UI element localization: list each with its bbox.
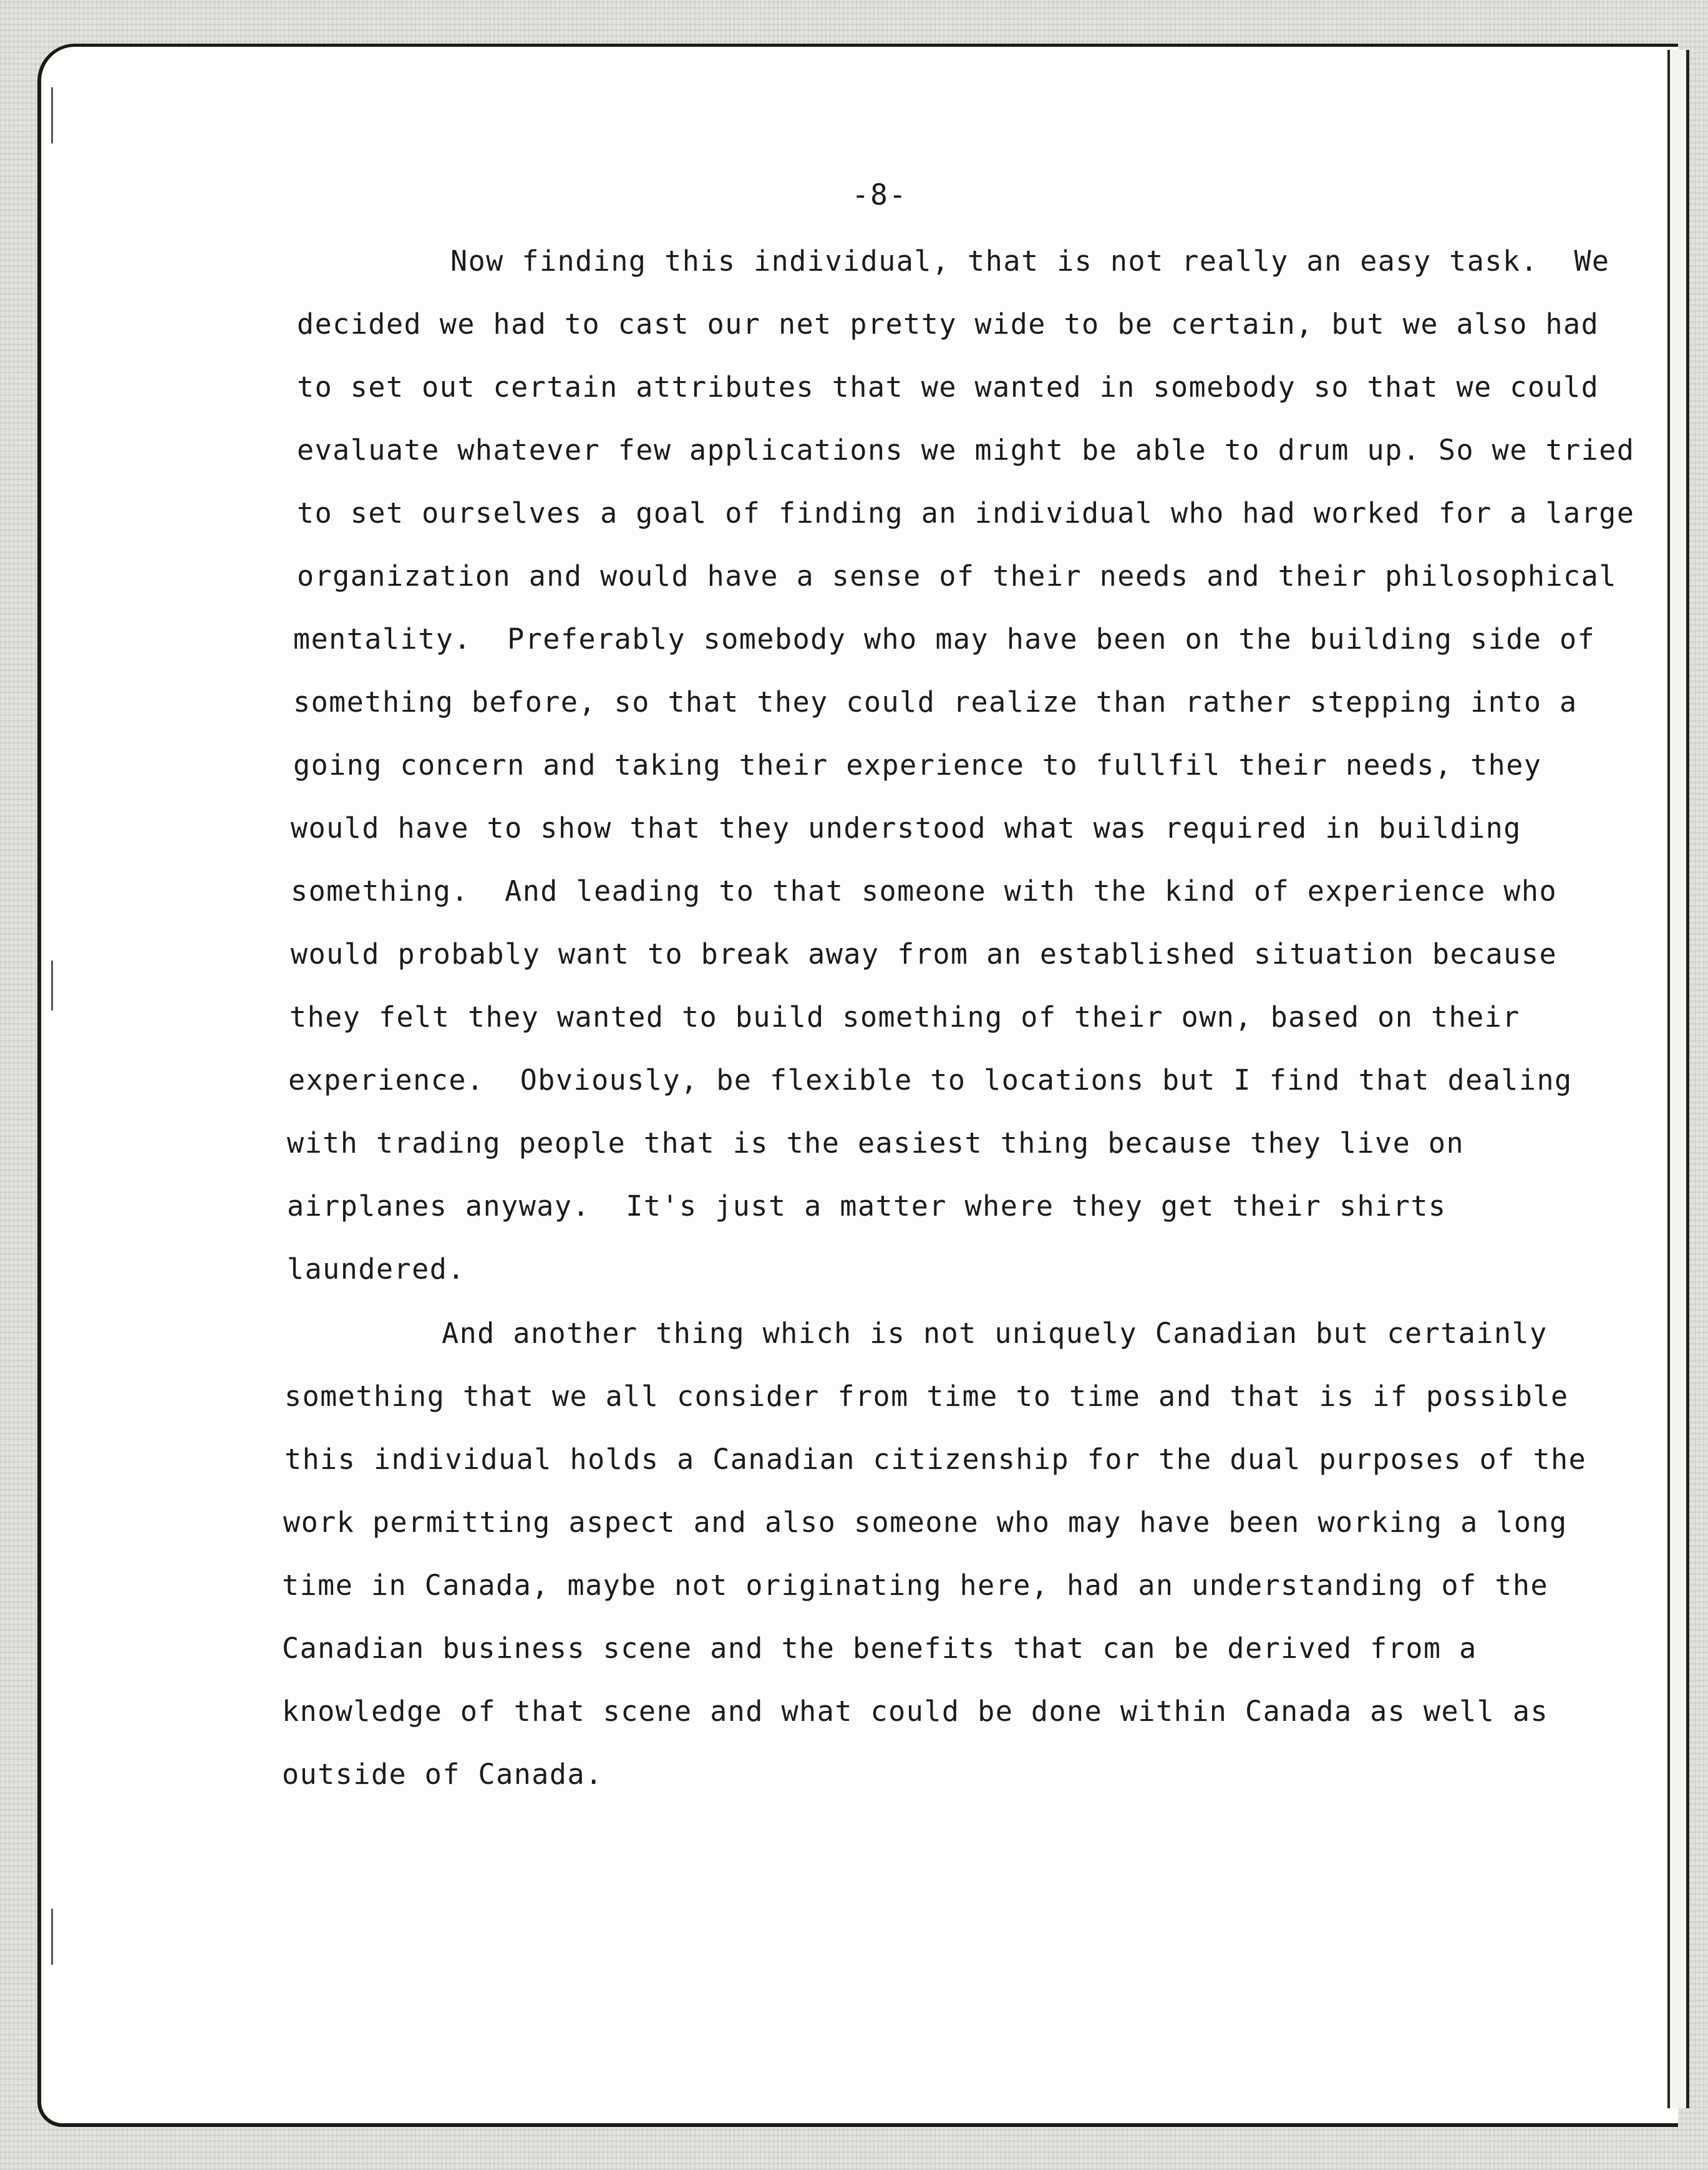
left-margin-mark xyxy=(51,87,53,143)
text-line: going concern and taking their experience to fullfil their needs, they xyxy=(293,748,1542,782)
text-line: organization and would have a sense of their needs and their philosophical xyxy=(297,559,1617,593)
text-line: something that we all consider from time to time and that is if possible xyxy=(284,1380,1569,1413)
text-line: knowledge of that scene and what could be done within Canada as well as xyxy=(282,1695,1549,1728)
text-line: work permitting aspect and also someone who may have been working a long xyxy=(283,1506,1568,1539)
text-line: experience. Obviously, be flexible to locations but I find that dealing xyxy=(288,1063,1573,1097)
text-line: they felt they wanted to build something of their own, based on their xyxy=(289,1000,1520,1034)
text-line: with trading people that is the easiest thing because they live on xyxy=(287,1126,1465,1160)
text-line: Canadian business scene and the benefits that can be derived from a xyxy=(282,1632,1477,1665)
text-line: something. And leading to that someone with the kind of experience who xyxy=(291,874,1558,908)
binder-edge xyxy=(1667,50,1689,2108)
text-line: mentality. Preferably somebody who may have been on the building side of xyxy=(293,622,1596,656)
text-line: to set ourselves a goal of finding an individual who had worked for a large xyxy=(297,496,1635,530)
text-line: to set out certain attributes that we wanted in somebody so that we could xyxy=(297,371,1599,404)
text-line: would probably want to break away from an established situation because xyxy=(291,937,1558,971)
text-line: Now finding this individual, that is not really an easy task. We xyxy=(450,245,1610,278)
left-margin-mark xyxy=(51,1909,53,1965)
text-line: would have to show that they understood what was required in building xyxy=(291,811,1521,845)
page-number: -8- xyxy=(852,178,908,211)
left-margin-mark xyxy=(51,961,53,1010)
text-line: this individual holds a Canadian citizenship for the dual purposes of the xyxy=(284,1443,1587,1476)
text-line: laundered. xyxy=(287,1252,465,1286)
text-line: decided we had to cast our net pretty wide to be certain, but we also had xyxy=(297,308,1599,341)
text-line: something before, so that they could realize than rather stepping into a xyxy=(293,685,1578,719)
text-line: And another thing which is not uniquely Canadian but certainly xyxy=(442,1317,1548,1350)
text-line: evaluate whatever few applications we might be able to drum up. So we tried xyxy=(297,434,1635,467)
text-line: outside of Canada. xyxy=(282,1758,603,1791)
text-line: airplanes anyway. It's just a matter where they get their shirts xyxy=(287,1189,1447,1223)
text-line: time in Canada, maybe not originating here, had an understanding of the xyxy=(282,1569,1549,1602)
